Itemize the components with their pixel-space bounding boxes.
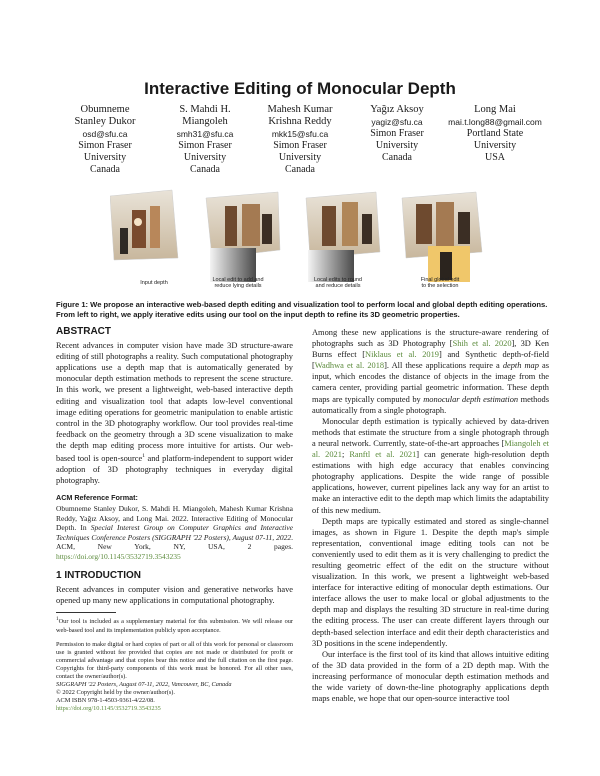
acm-reference-heading: ACM Reference Format:	[56, 493, 138, 503]
left-column	[56, 325, 293, 713]
author-affiliation: Simon Fraser	[273, 140, 327, 151]
author-email[interactable]: yagiz@sfu.ca	[371, 117, 423, 127]
author-affiliation: Canada	[90, 164, 120, 175]
author-affiliation: USA	[484, 152, 505, 163]
author-name: Obumneme	[80, 104, 130, 115]
isbn: ACM ISBN 978-1-4503-9361-4/22/08.	[56, 696, 155, 704]
author-name: S. Mahdi H.	[179, 104, 231, 115]
panel-local-edit-1	[206, 192, 280, 282]
panel-global-edit	[402, 192, 482, 282]
citation-link[interactable]: Ranftl et al. 2021	[349, 450, 417, 460]
paragraph: Monocular depth estimation is typically achieved by data-driven methods that estimate the structure from a single photograph through a neural network. Currently, state-of-the-art approaches [Miangoleh et al. 2021; Ranftl et al. 2021] can generate high-resolution depth estimations with high edge accuracy that enables convincing photography applications. Despite the wide range of possible applications, however, current pipelines lack any way for an artist to make an interactive edit to the depth map which limits the adaptability of this new medium.	[312, 416, 550, 515]
author-affiliation: University	[183, 152, 227, 163]
author-affiliation: Simon Fraser	[370, 128, 424, 139]
panel-caption: Local edits to round and reduce details	[313, 277, 362, 289]
acm-reference: Obumneme Stanley Dukor, S. Mahdi H. Miangoleh, Mahesh Kumar Krishna Reddy, Yağız Aksoy, and Long Mai. 2022. Interactive Editing of Monocular Depth. In Special Interest Group on Computer Graphics and Interactive Techniques Conference Posters (SIGGRAPH '22 Posters), August 07-11, 2022. ACM, New York, NY, USA, 2 pages. https://doi.org/10.1145/3532719.3543235	[56, 504, 293, 561]
copyright: © 2022 Copyright held by the owner/author(s).	[56, 688, 175, 696]
citation-link[interactable]: Miangoleh et al. 2021	[312, 438, 549, 460]
intro-text: Recent advances in computer vision and generative networks have opened up many new applications in computational photography.	[56, 585, 293, 606]
footnote: $^1$Our tool is included as a supplementary material for this submission. We will release our web-based tool and its implementation publicly upon acceptance.	[56, 616, 293, 634]
paragraph: Among these new applications is the structure-aware rendering of photographs such as 3D Photography [Shih et al. 2020], 3D Ken Burns effect [Niklaus et al. 2019] and Synthetic depth-of-field [Wadhwa et al. 2018]. All these applications require a depth map as input, which encodes the distance of objects in the image from the camera center, providing partial geometric information. These depth maps are typically computed by monocular depth estimation methods automatically from a single photograph.	[312, 328, 549, 415]
author-affiliation: Canada	[382, 152, 412, 163]
author-affiliation: Portland State	[466, 128, 524, 139]
author-name: Stanley Dukor	[74, 116, 136, 127]
paper-title: Interactive Editing of Monocular Depth	[144, 79, 456, 98]
author-affiliation: University	[278, 152, 322, 163]
author-block	[50, 104, 160, 176]
author-affiliation: Simon Fraser	[78, 140, 132, 151]
intro-heading: 1 INTRODUCTION	[56, 570, 141, 582]
teaser-figure	[110, 188, 490, 288]
figure-caption: Figure 1: We propose an interactive web-based depth editing and visualization tool to perform local and global depth editing operations. From left to right, we apply iterative edits using our tool on the input depth to refine its 3D geometric properties.	[56, 300, 548, 319]
footnote-rule	[56, 612, 116, 613]
doi-link-footer[interactable]: https://doi.org/10.1145/3532719.3543235	[56, 704, 161, 712]
panel-local-edit-2	[306, 192, 380, 282]
author-block	[435, 104, 555, 164]
right-column	[312, 327, 549, 704]
panel-caption: Input depth	[140, 280, 168, 286]
panel-caption: Final global edit to the selection	[420, 277, 460, 289]
author-block	[245, 104, 355, 176]
author-affiliation: University	[83, 152, 127, 163]
panel-caption: Local edit to add and reduce lying details	[212, 277, 264, 289]
abstract-heading: ABSTRACT	[56, 326, 111, 337]
citation-link[interactable]: Wadhwa et al. 2018	[314, 361, 385, 371]
panel-input-depth	[110, 190, 178, 260]
conference-info: SIGGRAPH '22 Posters, August 07-11, 2022, Vancouver, BC, Canada	[56, 680, 232, 688]
author-affiliation: Canada	[285, 164, 315, 175]
author-name: Krishna Reddy	[268, 116, 332, 127]
citation-link[interactable]: Shih et al. 2020	[452, 339, 512, 349]
author-name: Miangoleh	[182, 116, 228, 127]
figure-panels	[110, 188, 490, 288]
permission-notice: Permission to make digital or hard copies of part or all of this work for personal or classroom use is granted without fee provided that copies are not made or distributed for profit or commercial advantage and that copies bear this notice and the full citation on the first page. Copyrights for third-party components of this work must be honored. For all other uses, contact the owner/author(s).	[56, 640, 293, 680]
author-affiliation: Canada	[190, 164, 220, 175]
author-affiliation: University	[375, 140, 419, 151]
paragraph: Depth maps are typically estimated and stored as single-channel images, as shown in Figure 1. Despite the depth map's simple representation, conventional image editing tools can not be conveniently used to edit them as it is very challenging to predict the resulting geometric effect of the edit on the structure without visualization. In this work, we present a lightweight web-based interface for interactive editing of monocular depth estimations. Our interface allows the user to make local or global adjustments to the depth map and displays the resulting 3D structure in real-time during the editing process. The user can create different layers through our depth-based selection interface and edit their depth characteristics and 3D positions in the scene independently.	[312, 516, 549, 648]
author-affiliation: Simon Fraser	[178, 140, 232, 151]
author-name: Long Mai	[474, 104, 516, 115]
author-block	[150, 104, 260, 176]
author-email[interactable]: mkk15@sfu.ca	[271, 129, 329, 139]
doi-link[interactable]: https://doi.org/10.1145/3532719.3543235	[56, 551, 181, 561]
author-affiliation: University	[473, 140, 517, 151]
citation-link[interactable]: Niklaus et al. 2019	[365, 350, 439, 360]
author-name: Mahesh Kumar	[267, 104, 333, 115]
paragraph: Our interface is the first tool of its kind that allows intuitive editing of the 3D data provided in the form of a 2D depth map. With the increasing performance of monocular depth estimation methods and the wide variety of down-the-line photography applications depth maps enable, we hope that our open-source interactive tool	[312, 649, 549, 704]
author-email[interactable]: osd@sfu.ca	[82, 129, 128, 139]
author-email[interactable]: mai.t.long88@gmail.com	[448, 117, 542, 127]
abstract-text: Recent advances in computer vision have made 3D structure-aware editing of still photographs a reality. Such computational photography applications use a depth map that is automatically generated by monocular depth estimation methods to represent the scene structure. In this work, we present a lightweight, web-based interactive depth editing and visualization tool that adapts low-level conventional image editing operations for geometric manipulation to enable artistic control in the 3D photography workflow. Our tool provides real-time feedback on the geometry through a 3D scene visualization to make the depth map editing process more intuitive for artists. Our web-based tool is open-source$^1$ and platform-independent to support wider adoption of 3D photography techniques in everyday digital photography.	[56, 341, 293, 486]
author-email[interactable]: smh31@sfu.ca	[176, 129, 234, 139]
author-name: Yağız Aksoy	[370, 104, 424, 115]
